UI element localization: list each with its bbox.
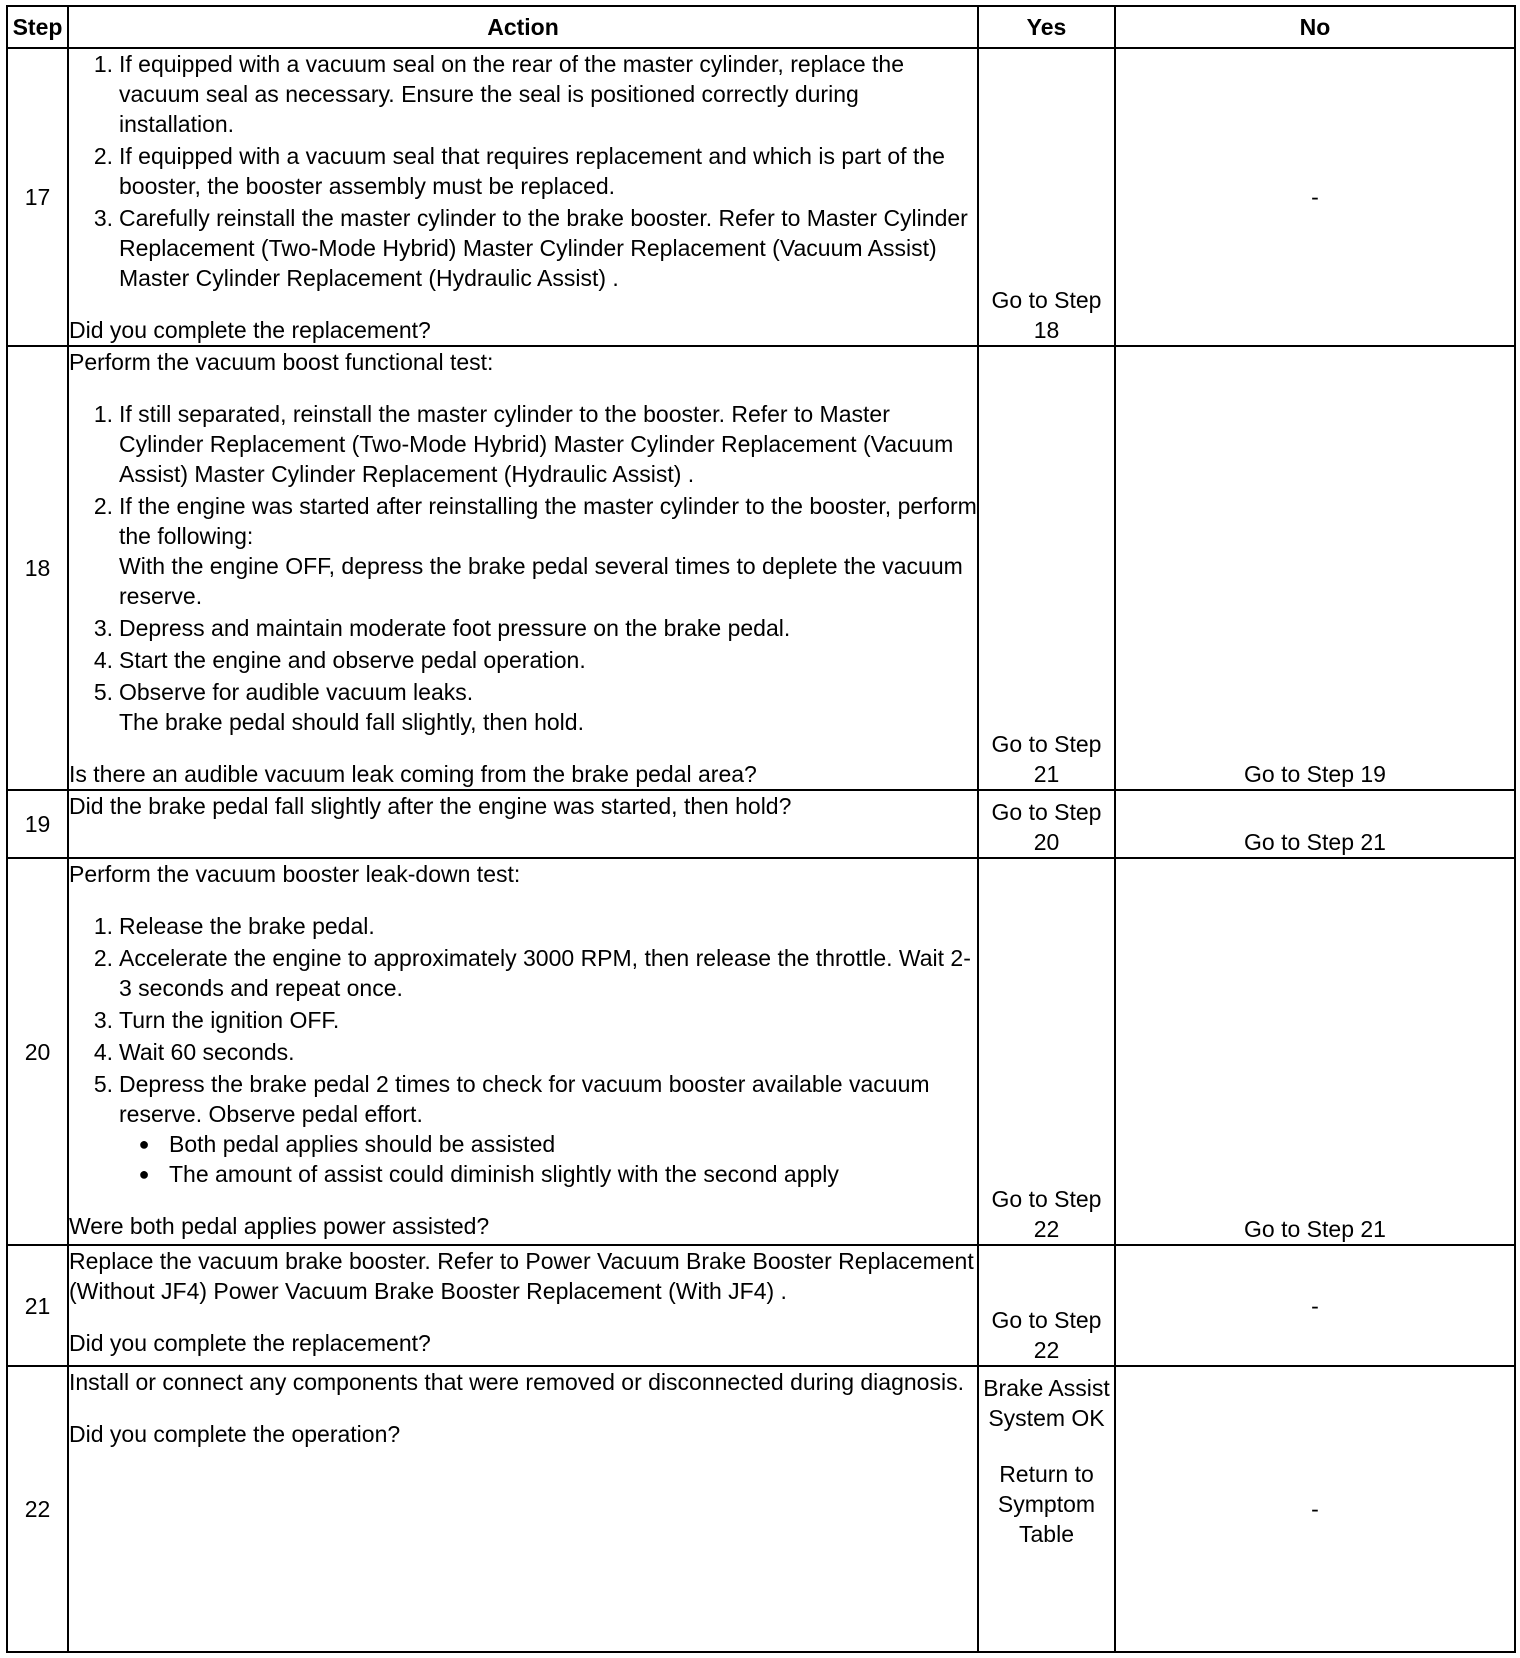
step-note: With the engine OFF, depress the brake pedal several times to deplete the vacuum reserve.	[119, 553, 963, 609]
bullet-item: ● Both pedal applies should be assisted	[119, 1129, 977, 1159]
action-cell	[68, 1245, 978, 1366]
bullet-item: ● The amount of assist could diminish slightly with the second apply	[119, 1159, 977, 1189]
no-result: Go to Step 21	[1115, 790, 1515, 858]
list-item: 1. If equipped with a vacuum seal on the rear of the master cylinder, replace the vacuum seal as necessary. Ensure the seal is positioned correctly during installation.	[93, 51, 904, 137]
step-number: 17	[7, 48, 68, 346]
table-row	[7, 1366, 1515, 1652]
table-row	[7, 346, 1515, 790]
header-row	[7, 6, 1515, 48]
no-result: -	[1115, 1245, 1515, 1366]
header-step: Step	[7, 6, 68, 48]
step-list	[69, 49, 977, 293]
list-item: 1. If still separated, reinstall the master cylinder to the booster. Refer to Master Cylinder Replacement (Two-Mode Hybrid) Master Cylinder Replacement (Vacuum Assist) Master Cylinder Replacement (Hydraulic Assist) .	[93, 401, 954, 487]
step-list	[69, 911, 977, 1189]
yes-result-line: Brake Assist System OK	[983, 1375, 1110, 1431]
list-item: 2. If the engine was started after reinstalling the master cylinder to the booster, perform the following: With the engine OFF, depress the brake pedal several times to deplete the vacuum reserve.	[93, 493, 977, 609]
question-text: Did you complete the replacement?	[69, 1330, 431, 1356]
yes-result: Go to Step 18	[978, 48, 1115, 346]
yes-result: Go to Step 22	[978, 1245, 1115, 1366]
list-item: 3. Turn the ignition OFF.	[93, 1007, 340, 1033]
list-item: 1. Release the brake pedal.	[93, 913, 375, 939]
action-cell	[68, 48, 978, 346]
yes-result: Go to Step 21	[978, 346, 1115, 790]
action-cell	[68, 790, 978, 858]
question-text: Did the brake pedal fall slightly after the engine was started, then hold?	[69, 793, 792, 819]
table-row	[7, 1245, 1515, 1366]
yes-result	[978, 1366, 1115, 1652]
list-item: 2. If equipped with a vacuum seal that requires replacement and which is part of the booster, the booster assembly must be replaced.	[93, 143, 945, 199]
no-result: -	[1115, 48, 1515, 346]
no-result: -	[1115, 1366, 1515, 1652]
no-result: Go to Step 19	[1115, 346, 1515, 790]
question-text: Is there an audible vacuum leak coming from the brake pedal area?	[69, 761, 757, 787]
action-cell	[68, 346, 978, 790]
question-text: Did you complete the replacement?	[69, 317, 431, 343]
action-cell	[68, 858, 978, 1245]
step-number: 21	[7, 1245, 68, 1366]
list-item: 5. Observe for audible vacuum leaks. The brake pedal should fall slightly, then hold.	[93, 679, 584, 735]
action-cell	[68, 1366, 978, 1652]
table-row	[7, 858, 1515, 1245]
table-row	[7, 790, 1515, 858]
step-number: 18	[7, 346, 68, 790]
header-yes: Yes	[978, 6, 1115, 48]
diagnostic-table	[6, 5, 1516, 1653]
list-item: 3. Depress and maintain moderate foot pressure on the brake pedal.	[93, 615, 791, 641]
yes-result-line-2: Return to Symptom Table	[997, 1461, 1096, 1547]
intro-text: Perform the vacuum booster leak-down test:	[69, 861, 521, 887]
question-text: Were both pedal applies power assisted?	[69, 1213, 490, 1239]
action-text: Replace the vacuum brake booster. Refer to Power Vacuum Brake Booster Replacement (Without JF4) Power Vacuum Brake Booster Replacement (With JF4) .	[69, 1248, 974, 1304]
yes-result: Go to Step 20	[978, 790, 1115, 858]
intro-text: Perform the vacuum boost functional test:	[69, 349, 494, 375]
list-item: 4. Wait 60 seconds.	[93, 1039, 295, 1065]
step-number: 22	[7, 1366, 68, 1652]
no-result: Go to Step 21	[1115, 858, 1515, 1245]
list-item: 2. Accelerate the engine to approximately 3000 RPM, then release the throttle. Wait 2-3 seconds and repeat once.	[93, 945, 971, 1001]
list-item: 4. Start the engine and observe pedal operation.	[93, 647, 586, 673]
header-action: Action	[68, 6, 978, 48]
question-text: Did you complete the operation?	[69, 1421, 401, 1447]
bullet-list	[119, 1129, 977, 1189]
step-list	[69, 399, 977, 737]
step-number: 20	[7, 858, 68, 1245]
step-number: 19	[7, 790, 68, 858]
bullet-icon: ●	[138, 1164, 150, 1184]
action-text: Install or connect any components that were removed or disconnected during diagnosis.	[69, 1369, 964, 1395]
yes-result: Go to Step 22	[978, 858, 1115, 1245]
header-no: No	[1115, 6, 1515, 48]
list-item: 3. Carefully reinstall the master cylinder to the brake booster. Refer to Master Cylinder Replacement (Two-Mode Hybrid) Master Cylinder Replacement (Vacuum Assist) Master Cylinder Replacement (Hydraulic Assist) .	[93, 205, 968, 291]
list-item: 5. Depress the brake pedal 2 times to check for vacuum booster available vacuum reserve. Observe pedal effort. ● Both pedal applies should be assisted ● The amount of assist could diminish slightly with the second apply	[69, 1069, 977, 1189]
step-note: The brake pedal should fall slightly, then hold.	[119, 709, 584, 735]
bullet-icon: ●	[138, 1134, 150, 1154]
table-row	[7, 48, 1515, 346]
